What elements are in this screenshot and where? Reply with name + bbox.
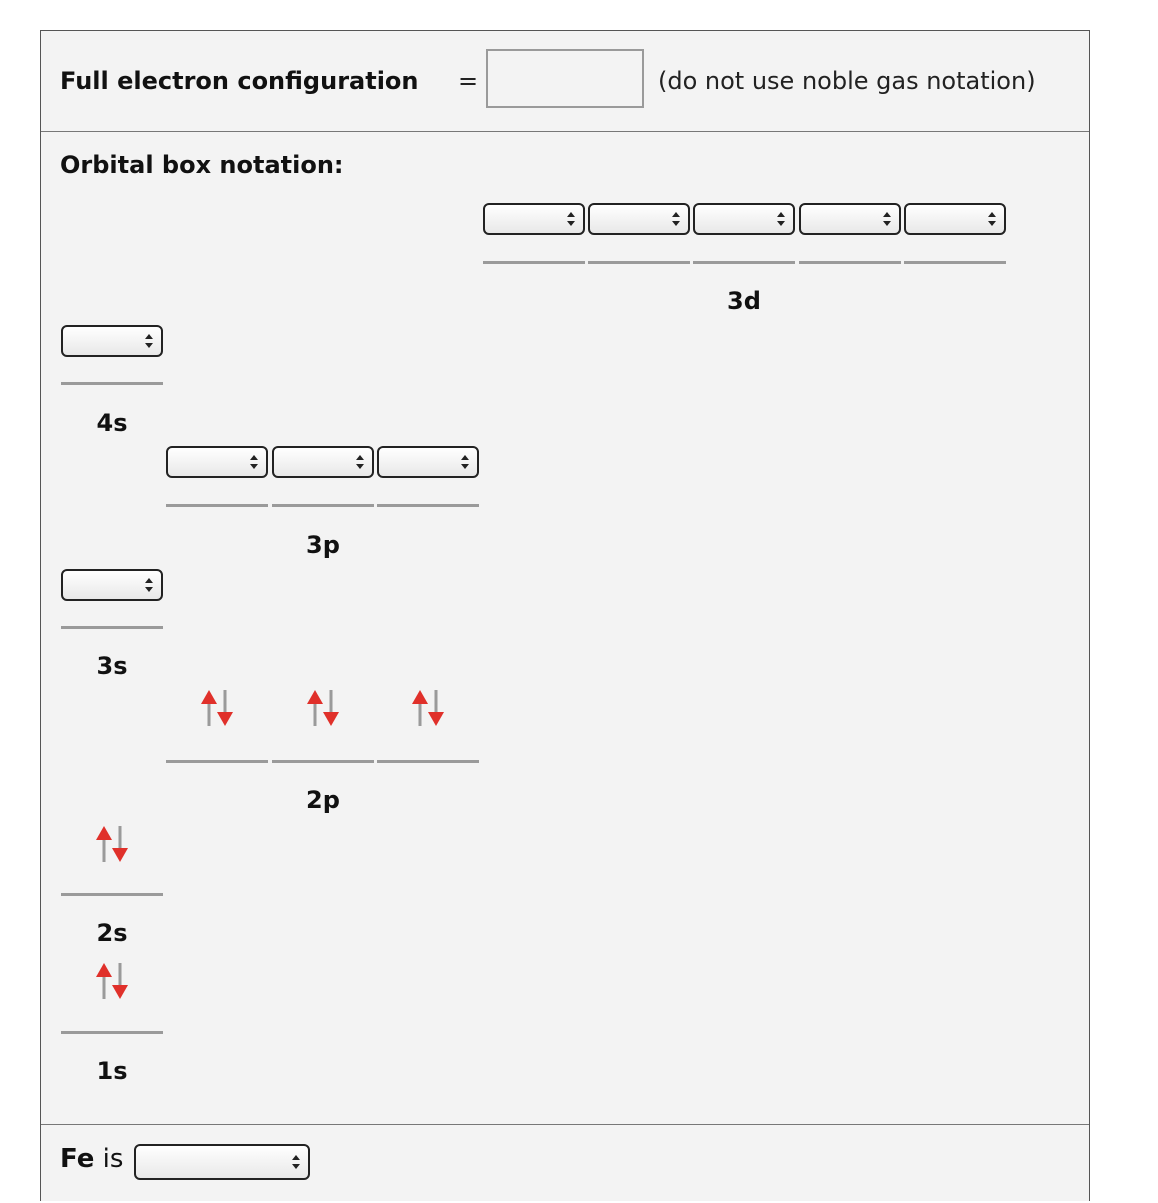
- orbital-3p-label: 3p: [306, 531, 340, 559]
- configuration-input[interactable]: [486, 49, 644, 108]
- configuration-row: [41, 31, 1089, 132]
- orbital-2p-2-electron-pair: [305, 686, 341, 730]
- orbital-4s-label: 4s: [96, 409, 128, 437]
- orbital-3d-label: 3d: [727, 287, 761, 315]
- orbital-1s-electron-pair: [94, 959, 130, 1003]
- orbital-3d-line-4: [799, 261, 901, 264]
- orbital-3d-select-1[interactable]: [483, 203, 585, 235]
- electron-pair-icon: [305, 686, 341, 730]
- orbital-3d-line-3: [693, 261, 795, 264]
- orbital-3d-line-2: [588, 261, 690, 264]
- question-panel: [40, 30, 1090, 1201]
- select-arrows-icon: [461, 455, 469, 469]
- orbital-2p-label: 2p: [306, 786, 340, 814]
- element-property-select[interactable]: [134, 1144, 310, 1180]
- element-symbol: Fe: [60, 1144, 95, 1174]
- select-arrows-icon: [672, 212, 680, 226]
- select-arrows-icon: [145, 578, 153, 592]
- orbital-3d-select-2[interactable]: [588, 203, 690, 235]
- orbital-1s-label: 1s: [96, 1057, 128, 1085]
- orbital-3s-select[interactable]: [61, 569, 163, 601]
- orbital-2p-line-2: [272, 760, 374, 763]
- orbital-4s-line: [61, 382, 163, 385]
- orbital-2p-3-electron-pair: [410, 686, 446, 730]
- element-symbol-label: [60, 1144, 123, 1174]
- orbital-3s-label: 3s: [96, 652, 128, 680]
- select-arrows-icon: [777, 212, 785, 226]
- orbital-3d-line-5: [904, 261, 1006, 264]
- orbital-3p-select-3[interactable]: [377, 446, 479, 478]
- orbital-3s-line: [61, 626, 163, 629]
- orbital-3p-select-1[interactable]: [166, 446, 268, 478]
- orbital-3p-select-2[interactable]: [272, 446, 374, 478]
- orbital-2s-electron-pair: [94, 822, 130, 866]
- orbital-3p-line-3: [377, 504, 479, 507]
- electron-pair-icon: [94, 959, 130, 1003]
- select-arrows-icon: [356, 455, 364, 469]
- orbital-2p-line-1: [166, 760, 268, 763]
- orbital-3d-select-3[interactable]: [693, 203, 795, 235]
- equals-sign: =: [458, 67, 479, 95]
- electron-pair-icon: [410, 686, 446, 730]
- orbital-1s-line: [61, 1031, 163, 1034]
- is-text: is: [102, 1144, 124, 1174]
- configuration-label: Full electron configuration: [60, 67, 419, 95]
- orbital-3p-line-1: [166, 504, 268, 507]
- orbital-3d-line-1: [483, 261, 585, 264]
- select-arrows-icon: [988, 212, 996, 226]
- select-arrows-icon: [567, 212, 575, 226]
- select-arrows-icon: [292, 1155, 300, 1169]
- orbital-4s-select[interactable]: [61, 325, 163, 357]
- electron-pair-icon: [199, 686, 235, 730]
- electron-pair-icon: [94, 822, 130, 866]
- select-arrows-icon: [145, 334, 153, 348]
- orbital-3d-select-4[interactable]: [799, 203, 901, 235]
- orbital-3d-select-5[interactable]: [904, 203, 1006, 235]
- select-arrows-icon: [883, 212, 891, 226]
- orbital-2s-line: [61, 893, 163, 896]
- select-arrows-icon: [250, 455, 258, 469]
- orbital-2p-line-3: [377, 760, 479, 763]
- configuration-note: (do not use noble gas notation): [658, 67, 1036, 95]
- orbital-3p-line-2: [272, 504, 374, 507]
- orbital-2s-label: 2s: [96, 919, 128, 947]
- orbital-section-label: Orbital box notation:: [60, 151, 344, 179]
- orbital-2p-1-electron-pair: [199, 686, 235, 730]
